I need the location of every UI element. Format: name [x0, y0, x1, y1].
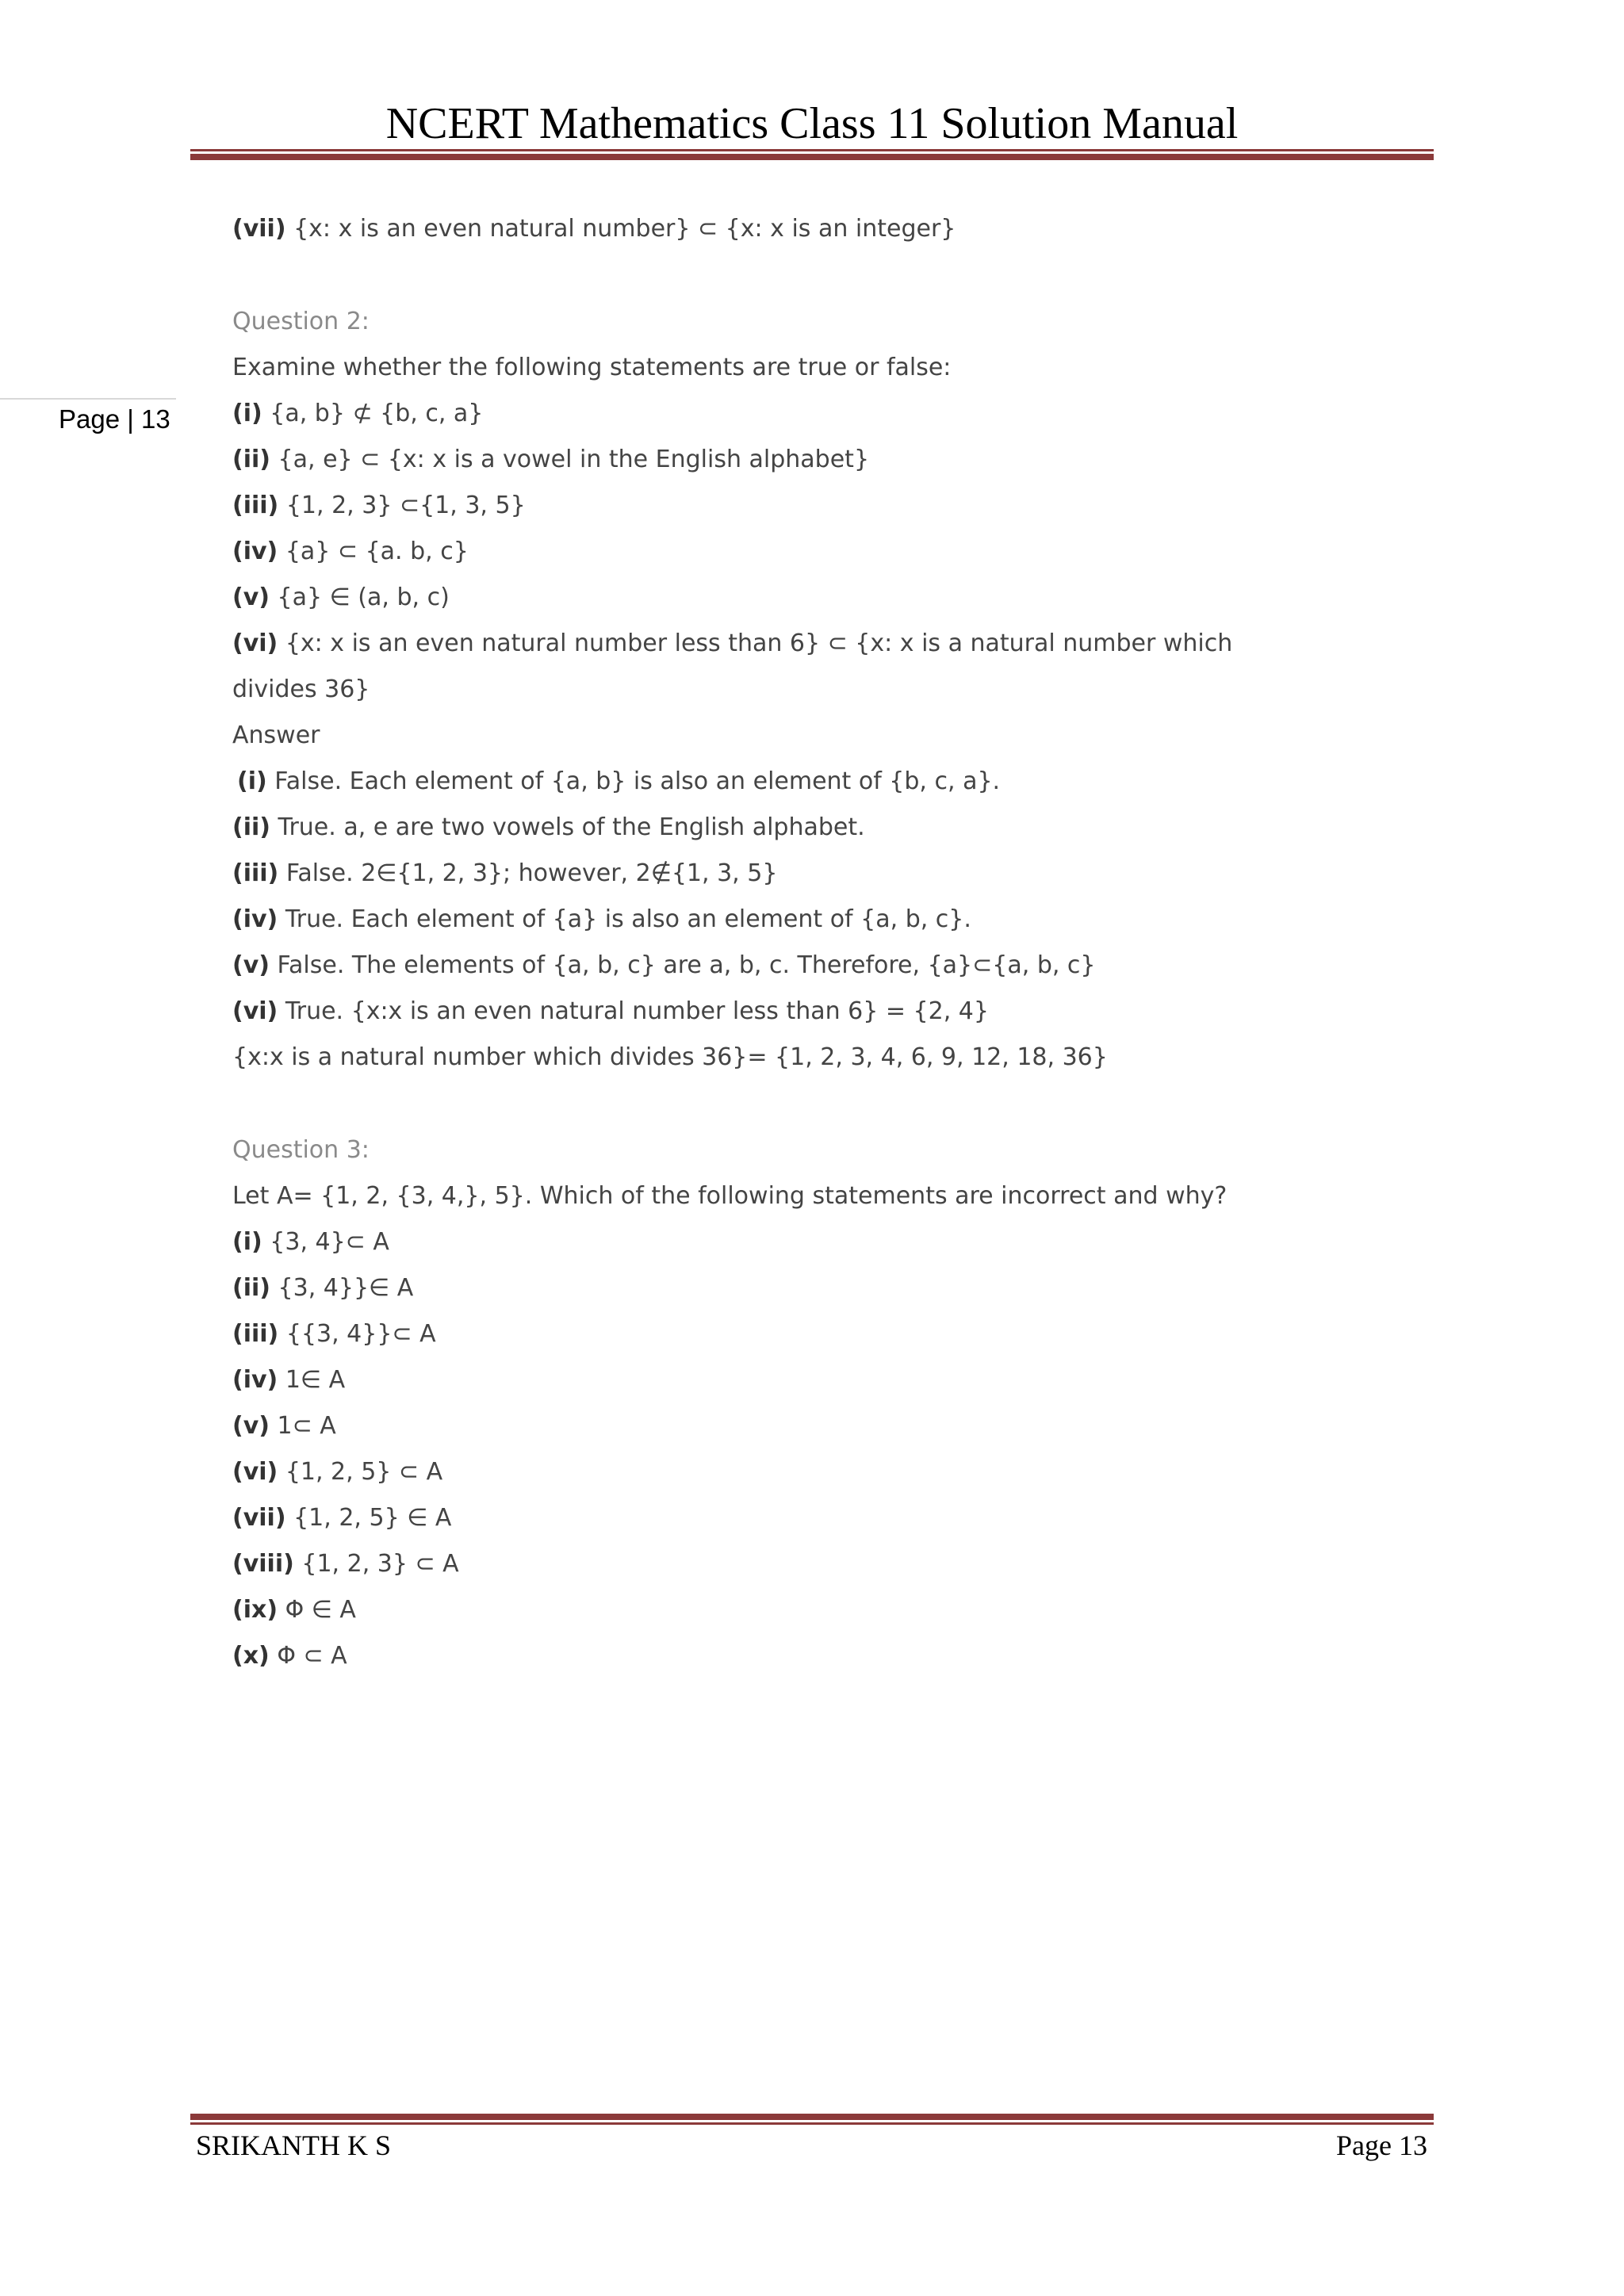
- item-text: 1⊂ A: [277, 1412, 336, 1440]
- item-number: (v): [232, 951, 270, 979]
- item-number: (vi): [232, 997, 278, 1025]
- q3-item: [232, 1594, 356, 1627]
- item-text: True. {x:x is an even natural number less than 6} = {2, 4}: [285, 997, 989, 1025]
- footer-rule-thin: [190, 2122, 1434, 2125]
- answer-label: Answer: [232, 721, 320, 749]
- q2-answer: [237, 765, 1000, 798]
- item-number: (iii): [232, 859, 279, 887]
- page-header-title: NCERT Mathematics Class 11 Solution Manual: [385, 99, 1239, 148]
- item-number: (ii): [232, 446, 270, 473]
- q2-answer: [232, 995, 989, 1028]
- q2-item: [232, 627, 1232, 660]
- footer-page-number: Page 13: [1336, 2130, 1427, 2161]
- item-text: True. a, e are two vowels of the English alphabet.: [278, 813, 865, 841]
- question-3-prompt: Let A= {1, 2, {3, 4,}, 5}. Which of the following statements are incorrect and why?: [232, 1182, 1228, 1210]
- item-number: (ii): [232, 813, 270, 841]
- q2-item: [232, 397, 483, 430]
- q3-item: [232, 1456, 442, 1489]
- question-2-prompt: Examine whether the following statements are true or false:: [232, 354, 952, 381]
- item-number: (iv): [232, 538, 278, 565]
- item-text: Φ ⊂ A: [277, 1642, 347, 1670]
- item-number: (ii): [232, 1274, 270, 1302]
- item-number: (vi): [232, 629, 278, 657]
- item-number: (v): [232, 1412, 270, 1440]
- q2-item: [232, 535, 469, 568]
- item-text: {a, e} ⊂ {x: x is a vowel in the English alphabet}: [278, 446, 870, 473]
- item-text: False. Each element of {a, b} is also an element of {b, c, a}.: [274, 767, 1001, 795]
- q3-item: [232, 1640, 347, 1673]
- q3-item: [232, 1272, 413, 1305]
- item-number: (v): [232, 584, 270, 611]
- q2-answer: [232, 949, 1096, 982]
- footer-rule-thick: [190, 2114, 1434, 2120]
- item-text: {x: x is an even natural number less than 6} ⊂ {x: x is a natural number which: [285, 629, 1233, 657]
- item-number: (iv): [232, 905, 278, 933]
- item-number: (iii): [232, 492, 279, 519]
- item-text: {a, b} ⊄ {b, c, a}: [270, 400, 484, 427]
- item-text: True. Each element of {a} is also an element of {a, b, c}.: [285, 905, 971, 933]
- item-number: (i): [237, 767, 267, 795]
- item-text: {1, 2, 3} ⊂{1, 3, 5}: [285, 492, 526, 519]
- item-number: (x): [232, 1642, 270, 1670]
- item-number: (viii): [232, 1550, 294, 1578]
- item-number: (ix): [232, 1596, 278, 1624]
- q2-answer: [232, 811, 865, 844]
- q2-answer-continuation: {x:x is a natural number which divides 36}= {1, 2, 3, 4, 6, 9, 12, 18, 36}: [232, 1043, 1108, 1071]
- item-text: 1∈ A: [285, 1366, 346, 1394]
- prev-item-vii: [232, 212, 956, 246]
- item-number: (iii): [232, 1320, 279, 1348]
- side-page-label: Page | 13: [59, 404, 170, 434]
- item-number: (i): [232, 400, 262, 427]
- q3-item: [232, 1502, 451, 1535]
- q2-item-continuation: divides 36}: [232, 675, 370, 703]
- q2-item: [232, 489, 526, 522]
- item-text: False. The elements of {a, b, c} are a, b, c. Therefore, {a}⊂{a, b, c}: [277, 951, 1096, 979]
- item-number: (vi): [232, 1458, 278, 1486]
- item-text: {3, 4}}∈ A: [278, 1274, 414, 1302]
- item-number: (vii): [232, 1504, 286, 1532]
- item-text: {{3, 4}}⊂ A: [285, 1320, 436, 1348]
- item-text: {a} ⊂ {a. b, c}: [285, 538, 469, 565]
- q3-item: [232, 1410, 336, 1443]
- header-rule-thick: [190, 154, 1434, 160]
- item-text: {x: x is an even natural number} ⊂ {x: x is an integer}: [293, 215, 956, 243]
- q2-answer: [232, 857, 777, 890]
- item-text: Φ ∈ A: [285, 1596, 356, 1624]
- side-margin-line: [0, 398, 176, 400]
- item-number: (i): [232, 1228, 262, 1256]
- item-text: {1, 2, 5} ∈ A: [293, 1504, 452, 1532]
- q3-item: [232, 1226, 389, 1259]
- item-number: (vii): [232, 215, 286, 243]
- q2-item: [232, 581, 450, 614]
- item-text: False. 2∈{1, 2, 3}; however, 2∉{1, 3, 5}: [285, 859, 778, 887]
- item-text: {a} ∈ (a, b, c): [277, 584, 450, 611]
- item-number: (iv): [232, 1366, 278, 1394]
- header-rule-thin: [190, 149, 1434, 151]
- item-text: {1, 2, 5} ⊂ A: [285, 1458, 443, 1486]
- question-2-heading: Question 2:: [232, 308, 370, 335]
- item-text: {3, 4}⊂ A: [270, 1228, 389, 1256]
- q3-item: [232, 1548, 459, 1581]
- question-3-heading: Question 3:: [232, 1136, 370, 1164]
- q3-item: [232, 1318, 436, 1351]
- footer-author: SRIKANTH K S: [196, 2130, 392, 2161]
- q2-item: [232, 443, 869, 476]
- item-text: {1, 2, 3} ⊂ A: [301, 1550, 459, 1578]
- q2-answer: [232, 903, 971, 936]
- q3-item: [232, 1364, 345, 1397]
